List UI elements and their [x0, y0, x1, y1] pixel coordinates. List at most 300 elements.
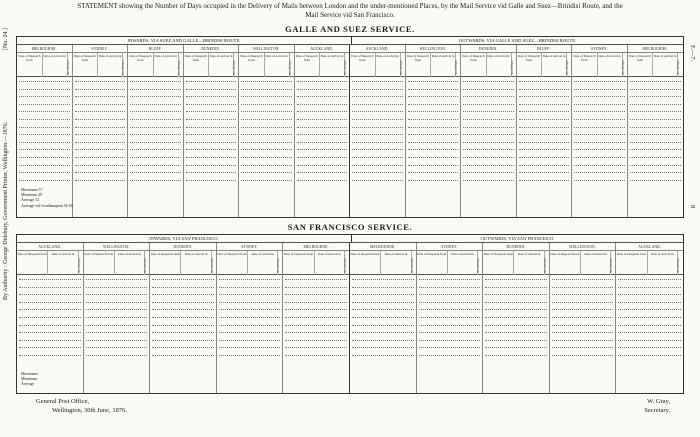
- galle-col-in-dunedin: [184, 45, 240, 217]
- data-row-line: [552, 302, 614, 304]
- data-row-line: [19, 165, 70, 167]
- data-row-line: [485, 302, 547, 304]
- signature-name: W. Gray,: [647, 398, 670, 405]
- data-row-line: [352, 119, 403, 121]
- arrival-subheading: Date of Arrival in: [247, 251, 277, 275]
- data-row-line: [186, 104, 237, 106]
- data-row-line: [186, 134, 237, 136]
- arrival-subheading: Date of Arrival in: [375, 53, 400, 77]
- dispatch-subheading: Date of Despatch from: [73, 54, 96, 62]
- data-row-line: [419, 332, 481, 334]
- data-row-line: [285, 332, 347, 334]
- days-subheading: No. of Days.: [344, 251, 350, 275]
- data-row-line: [130, 180, 181, 182]
- data-row-line: [408, 157, 459, 159]
- paper-reference: F.—7.: [689, 45, 696, 62]
- margin-number: [No. 24.]: [3, 28, 9, 50]
- column-subheadings: [84, 251, 150, 275]
- data-row-line: [552, 294, 614, 296]
- data-row-line: [19, 96, 70, 98]
- data-row-line: [219, 279, 281, 281]
- data-row-line: [519, 172, 570, 174]
- data-row-line: [241, 81, 292, 83]
- data-row-line: [130, 127, 181, 129]
- data-row-line: [552, 325, 614, 327]
- data-row-line: [241, 96, 292, 98]
- data-row-line: [86, 347, 148, 349]
- galle-columns: [17, 45, 683, 217]
- data-row-line: [408, 149, 459, 151]
- sf-col-out-dunedin: [483, 243, 550, 393]
- data-row-line: [75, 127, 126, 129]
- data-row-line: [285, 355, 347, 357]
- summary-labels: [21, 187, 73, 208]
- dispatch-subheading: Date of Despatch from: [84, 252, 114, 256]
- data-row-line: [297, 165, 348, 167]
- data-row-line: [297, 81, 348, 83]
- data-row-line: [485, 294, 547, 296]
- data-row-line: [352, 340, 414, 342]
- data-row-line: [75, 111, 126, 113]
- data-row-line: [75, 96, 126, 98]
- data-row-line: [463, 104, 514, 106]
- column-subheadings: [128, 53, 183, 77]
- column-subheadings: [406, 53, 461, 77]
- data-row-line: [352, 111, 403, 113]
- sf-col-out-wellington: [550, 243, 617, 393]
- place-heading: AUCKLAND.: [295, 45, 350, 53]
- data-row-line: [130, 134, 181, 136]
- data-row-line: [86, 309, 148, 311]
- place-heading: AUCKLAND.: [17, 243, 83, 251]
- data-row-line: [19, 317, 81, 319]
- data-row-line: [463, 127, 514, 129]
- data-row-line: [519, 157, 570, 159]
- data-row-line: [75, 134, 126, 136]
- arrival-subheading: Date of Arrival in: [42, 53, 67, 77]
- footer-place-date: Wellington, 30th June, 1876.: [52, 406, 127, 414]
- data-row-line: [152, 325, 214, 327]
- data-row-line: [519, 134, 570, 136]
- place-heading: SYDNEY.: [417, 243, 483, 251]
- data-row-line: [552, 355, 614, 357]
- data-row-line: [297, 104, 348, 106]
- data-row-line: [485, 355, 547, 357]
- data-row-line: [630, 149, 682, 151]
- days-subheading: No. of Days.: [677, 53, 683, 77]
- data-row-line: [463, 89, 514, 91]
- data-row-line: [352, 89, 403, 91]
- data-row-line: [352, 294, 414, 296]
- sf-columns: [17, 243, 683, 393]
- data-row-line: [552, 279, 614, 281]
- data-row-line: [130, 104, 181, 106]
- data-row-line: [630, 157, 682, 159]
- data-row-line: [485, 317, 547, 319]
- left-margin: [0, 0, 14, 437]
- column-subheadings: [616, 251, 683, 275]
- galle-col-in-auckland: [295, 45, 351, 217]
- data-row-line: [86, 317, 148, 319]
- page-number: 8: [689, 205, 696, 209]
- data-row-line: [463, 119, 514, 121]
- arrival-subheading: Date of Arrival in: [47, 251, 77, 275]
- place-heading: DUNEDIN.: [150, 243, 216, 251]
- sf-inwards-heading: INWARDS, VIA SAN FRANCISCO.: [17, 235, 351, 243]
- data-row-line: [552, 317, 614, 319]
- data-row-line: [75, 165, 126, 167]
- data-row-line: [297, 157, 348, 159]
- galle-col-in-bluff: [128, 45, 184, 217]
- data-row-line: [19, 180, 70, 182]
- data-row-line: [186, 111, 237, 113]
- arrival-subheading: Date of Arrival in: [486, 53, 511, 77]
- data-row-line: [552, 347, 614, 349]
- data-row-line: [297, 142, 348, 144]
- data-row-line: [519, 142, 570, 144]
- place-heading: MELBOURNE.: [17, 45, 72, 53]
- data-row-line: [75, 142, 126, 144]
- place-heading: WELLINGTON.: [550, 243, 616, 251]
- galle-inwards-heading: INWARDS, VIA SUEZ AND GALLE—BRINDISI ROUTE.: [17, 37, 351, 45]
- data-row-line: [241, 111, 292, 113]
- data-row-line: [241, 127, 292, 129]
- arrival-subheading: Date of Arrival in: [652, 53, 677, 77]
- summary-row: Minimum 49: [21, 192, 43, 198]
- data-row-line: [618, 309, 681, 311]
- data-row-line: [186, 172, 237, 174]
- footer-office: [36, 398, 127, 415]
- data-row-line: [130, 96, 181, 98]
- data-row-line: [630, 89, 682, 91]
- arrival-subheading: Date of Arrival in: [180, 251, 210, 275]
- column-subheadings: [350, 53, 405, 77]
- dispatch-subheading: Date of Despatch from: [406, 54, 429, 62]
- data-row-line: [241, 134, 292, 136]
- dispatch-subheading: Date of Despatch from: [295, 54, 318, 62]
- sf-section-title: SAN FRANCISCO SERVICE.: [287, 222, 413, 232]
- data-row-line: [630, 119, 682, 121]
- data-row-line: [19, 157, 70, 159]
- column-subheadings: [350, 251, 416, 275]
- data-row-line: [19, 340, 81, 342]
- data-row-line: [463, 165, 514, 167]
- data-row-line: [19, 127, 70, 129]
- place-heading: SYDNEY.: [217, 243, 283, 251]
- summary-labels: [21, 371, 38, 387]
- data-row-line: [552, 287, 614, 289]
- header-line-1: STATEMENT showing the Number of Days occupied in the Delivery of Mails between London and the under-mentioned Places, by the Mail Service vid Galle and Suez—Brindisi Route, and the: [77, 2, 623, 10]
- data-row-line: [618, 340, 681, 342]
- data-row-line: [297, 149, 348, 151]
- galle-outwards-heading: OUTWARDS, VIA GALLE AND SUEZ—BRINDISI ROUTE.: [351, 37, 683, 45]
- data-row-line: [574, 104, 625, 106]
- arrival-subheading: Date of Arrival in: [430, 53, 455, 77]
- data-row-line: [574, 142, 625, 144]
- data-row-line: [219, 340, 281, 342]
- data-row-line: [152, 355, 214, 357]
- data-row-line: [186, 180, 237, 182]
- galle-col-out-bluff: [517, 45, 573, 217]
- data-row-line: [352, 81, 403, 83]
- dispatch-subheading: Date of Despatch from: [573, 54, 596, 62]
- place-heading: SYDNEY.: [572, 45, 627, 53]
- data-row-line: [463, 134, 514, 136]
- data-row-line: [241, 157, 292, 159]
- data-row-line: [352, 165, 403, 167]
- data-row-line: [219, 355, 281, 357]
- data-row-line: [352, 127, 403, 129]
- dispatch-subheading: Date of Despatch from: [129, 54, 152, 62]
- data-row-line: [130, 172, 181, 174]
- galle-col-out-sydney: [572, 45, 628, 217]
- summary-row: Average: [21, 381, 35, 387]
- data-row-line: [130, 157, 181, 159]
- data-row-line: [152, 309, 214, 311]
- data-row-line: [86, 302, 148, 304]
- data-row-line: [352, 157, 403, 159]
- data-row-line: [618, 302, 681, 304]
- data-row-line: [19, 172, 70, 174]
- data-row-line: [219, 347, 281, 349]
- data-row-line: [630, 111, 682, 113]
- data-row-line: [285, 279, 347, 281]
- data-row-line: [352, 355, 414, 357]
- data-row-line: [19, 111, 70, 113]
- arrival-subheading: Date of Arrival in: [513, 251, 543, 275]
- data-row-line: [630, 104, 682, 106]
- arrival-subheading: Date of Arrival in: [447, 251, 477, 275]
- data-row-line: [219, 309, 281, 311]
- data-row-line: [463, 142, 514, 144]
- data-row-line: [419, 325, 481, 327]
- arrival-subheading: Date of Arrival in: [580, 251, 610, 275]
- data-row-line: [463, 149, 514, 151]
- days-subheading: No. of Days.: [67, 53, 73, 77]
- data-row-line: [408, 180, 459, 182]
- galle-col-in-sydney: [73, 45, 129, 217]
- column-subheadings: [17, 251, 83, 275]
- data-row-line: [219, 302, 281, 304]
- data-row-line: [574, 96, 625, 98]
- dispatch-subheading: Date of Despatch from: [550, 252, 580, 256]
- data-row-line: [574, 119, 625, 121]
- column-subheadings: [73, 53, 128, 77]
- data-row-line: [219, 332, 281, 334]
- data-row-line: [519, 165, 570, 167]
- sf-col-out-melbourne: [350, 243, 417, 393]
- data-row-line: [86, 279, 148, 281]
- data-row-line: [574, 81, 625, 83]
- place-heading: WELLINGTON.: [239, 45, 294, 53]
- column-subheadings: [295, 53, 350, 77]
- data-row-line: [419, 355, 481, 357]
- data-row-line: [630, 172, 682, 174]
- data-row-line: [618, 332, 681, 334]
- document-header: [16, 2, 684, 19]
- data-row-line: [618, 294, 681, 296]
- days-subheading: No. of Days.: [455, 53, 461, 77]
- data-row-line: [419, 294, 481, 296]
- data-row-line: [186, 127, 237, 129]
- data-row-line: [19, 119, 70, 121]
- data-row-line: [241, 149, 292, 151]
- dispatch-subheading: Date of Despatch from: [217, 252, 247, 256]
- column-subheadings: [417, 251, 483, 275]
- arrival-subheading: Date of Arrival in: [314, 251, 344, 275]
- days-subheading: No. of Days.: [610, 251, 616, 275]
- days-subheading: No. of Days.: [622, 53, 628, 77]
- data-row-line: [297, 111, 348, 113]
- place-heading: MELBOURNE.: [628, 45, 684, 53]
- data-row-line: [19, 309, 81, 311]
- data-row-line: [352, 332, 414, 334]
- data-row-line: [19, 81, 70, 83]
- sf-col-out-auckland: [616, 243, 683, 393]
- data-row-line: [152, 279, 214, 281]
- sf-table: [16, 234, 684, 394]
- data-row-line: [86, 325, 148, 327]
- data-row-line: [519, 127, 570, 129]
- data-row-line: [19, 287, 81, 289]
- data-row-line: [19, 355, 81, 357]
- place-heading: AUCKLAND.: [350, 45, 405, 53]
- summary-row: Maximum: [21, 371, 38, 376]
- column-subheadings: [283, 251, 349, 275]
- data-row-line: [463, 111, 514, 113]
- days-subheading: No. of Days.: [233, 53, 239, 77]
- signature-title: Secretary.: [644, 406, 670, 414]
- data-row-line: [152, 347, 214, 349]
- data-row-line: [186, 142, 237, 144]
- data-row-line: [352, 347, 414, 349]
- arrival-subheading: Date of Arrival in: [319, 53, 344, 77]
- dispatch-subheading: Date of Despatch from: [351, 54, 374, 62]
- place-heading: SYDNEY.: [73, 45, 128, 53]
- data-row-line: [352, 302, 414, 304]
- data-row-line: [130, 142, 181, 144]
- data-row-line: [75, 157, 126, 159]
- dispatch-subheading: Date of Despatch from: [628, 54, 651, 62]
- data-row-line: [19, 294, 81, 296]
- data-row-line: [352, 104, 403, 106]
- data-row-line: [630, 165, 682, 167]
- dispatch-subheading: Date of Despatch from: [517, 54, 540, 62]
- header-line-2: Mail Service vid San Francisco.: [305, 10, 395, 19]
- data-row-line: [574, 134, 625, 136]
- dispatch-subheading: Date of Despatch from: [150, 252, 180, 256]
- data-row-line: [552, 340, 614, 342]
- data-row-line: [130, 149, 181, 151]
- arrival-subheading: Date of Arrival in: [97, 53, 122, 77]
- column-subheadings: [461, 53, 516, 77]
- data-row-line: [618, 287, 681, 289]
- footer-signature: [600, 398, 670, 415]
- data-row-line: [86, 294, 148, 296]
- data-row-line: [86, 355, 148, 357]
- data-row-line: [485, 309, 547, 311]
- dispatch-subheading: Date of Despatch from: [417, 252, 447, 256]
- data-row-line: [552, 309, 614, 311]
- data-row-line: [352, 279, 414, 281]
- column-subheadings: [517, 53, 572, 77]
- days-subheading: No. of Days.: [511, 53, 517, 77]
- data-row-line: [152, 332, 214, 334]
- data-row-line: [285, 317, 347, 319]
- data-row-line: [130, 119, 181, 121]
- data-row-line: [19, 332, 81, 334]
- summary-row: Average 52: [21, 197, 40, 203]
- data-row-line: [630, 96, 682, 98]
- data-row-line: [75, 172, 126, 174]
- data-row-line: [630, 81, 682, 83]
- column-subheadings: [17, 53, 72, 77]
- summary-row: Maximum 57: [21, 187, 43, 192]
- data-row-line: [130, 89, 181, 91]
- data-row-line: [419, 309, 481, 311]
- data-row-line: [618, 325, 681, 327]
- data-row-line: [408, 172, 459, 174]
- data-row-line: [241, 142, 292, 144]
- data-row-line: [519, 180, 570, 182]
- data-row-line: [618, 317, 681, 319]
- galle-col-out-melbourne: [628, 45, 684, 217]
- data-row-line: [130, 165, 181, 167]
- days-subheading: No. of Days.: [78, 251, 84, 275]
- data-row-line: [352, 142, 403, 144]
- data-row-line: [574, 180, 625, 182]
- data-row-line: [186, 149, 237, 151]
- right-margin: [686, 0, 700, 437]
- data-row-line: [630, 142, 682, 144]
- data-row-line: [419, 340, 481, 342]
- sf-col-in-dunedin: [150, 243, 217, 393]
- printer-imprint: By Authority : George Didsbury, Government Printer, Wellington.—1876.: [3, 121, 9, 300]
- data-row-line: [419, 347, 481, 349]
- data-row-line: [219, 294, 281, 296]
- data-row-line: [19, 134, 70, 136]
- data-row-line: [152, 340, 214, 342]
- data-row-line: [519, 104, 570, 106]
- days-subheading: No. of Days.: [211, 251, 217, 275]
- days-subheading: No. of Days.: [144, 251, 150, 275]
- data-row-line: [352, 287, 414, 289]
- dispatch-subheading: Date of Despatch from: [283, 252, 314, 256]
- data-row-line: [241, 180, 292, 182]
- data-row-line: [352, 96, 403, 98]
- place-heading: WELLINGTON.: [406, 45, 461, 53]
- place-heading: DUNEDIN.: [483, 243, 549, 251]
- dispatch-subheading: Date of Despatch from: [350, 252, 380, 256]
- data-row-line: [419, 317, 481, 319]
- days-subheading: No. of Days.: [289, 53, 295, 77]
- data-row-line: [152, 294, 214, 296]
- data-row-line: [19, 302, 81, 304]
- data-row-line: [352, 149, 403, 151]
- data-row-line: [186, 165, 237, 167]
- dispatch-subheading: Date of Despatch from: [184, 54, 207, 62]
- galle-col-out-dunedin: [461, 45, 517, 217]
- data-row-line: [630, 127, 682, 129]
- place-heading: DUNEDIN.: [461, 45, 516, 53]
- data-row-line: [408, 96, 459, 98]
- data-row-line: [19, 142, 70, 144]
- data-row-line: [463, 180, 514, 182]
- days-subheading: No. of Days.: [400, 53, 406, 77]
- data-row-line: [463, 172, 514, 174]
- data-row-line: [485, 347, 547, 349]
- data-row-line: [241, 89, 292, 91]
